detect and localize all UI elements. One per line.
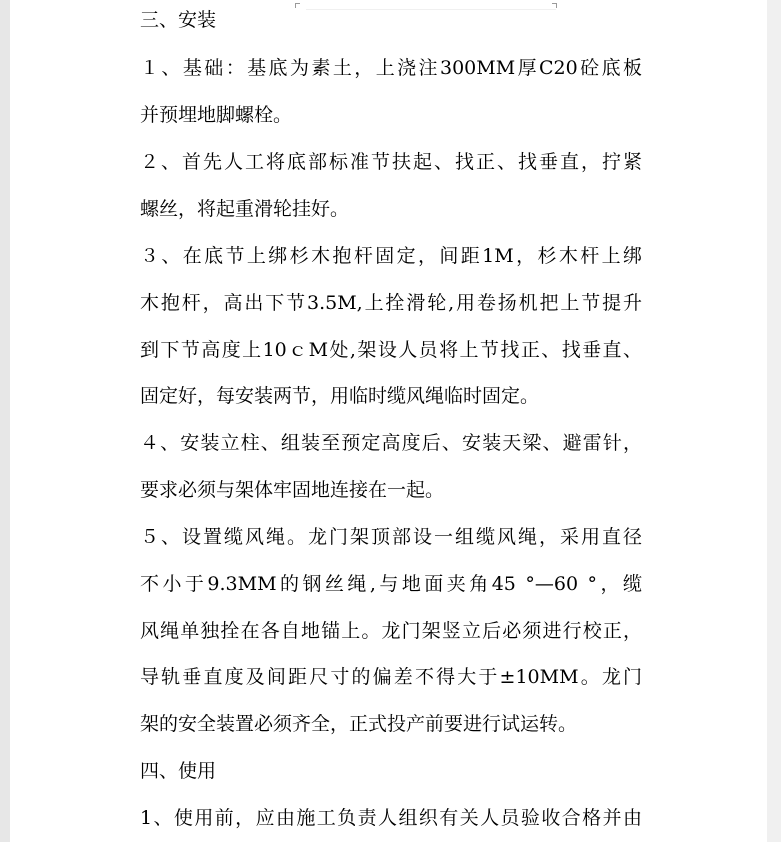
margin-corner-right	[552, 3, 557, 8]
paragraph-line: 导轨垂直度及间距尺寸的偏差不得大于±10MM。龙门	[140, 666, 642, 688]
vertical-scrollbar[interactable]	[767, 0, 781, 842]
paragraph-line: 1、使用前，应由施工负责人组织有关人员验收合格并由	[140, 807, 642, 829]
paragraph-line: 不小于9.3MM的钢丝绳,与地面夹角45 °—60 °，缆	[140, 573, 642, 595]
margin-corner-left	[295, 3, 300, 8]
paragraph-line: 到下节高度上10ｃM处,架设人员将上节找正、找垂直、	[140, 339, 642, 361]
heading-usage: 四、使用	[140, 760, 217, 782]
heading-install: 三、安装	[140, 9, 217, 31]
paragraph-line: ３、在底节上绑杉木抱杆固定，间距1M，杉木杆上绑	[140, 245, 642, 267]
document-page	[10, 0, 767, 842]
header-boundary	[306, 9, 556, 10]
paragraph-line: １、基础：基底为素土，上浇注300MM厚C20砼底板	[140, 57, 642, 79]
paragraph-line: 螺丝，将起重滑轮挂好。	[140, 198, 350, 220]
paragraph-line: ４、安装立柱、组装至预定高度后、安装天梁、避雷针，	[140, 432, 642, 454]
paragraph-line: ５、设置缆风绳。龙门架顶部设一组缆风绳，采用直径	[140, 526, 642, 548]
paragraph-line: 要求必须与架体牢固地连接在一起。	[140, 479, 445, 501]
paragraph-line: ２、首先人工将底部标准节扶起、找正、找垂直，拧紧	[140, 151, 642, 173]
paragraph-line: 木抱杆，高出下节3.5M,上拴滑轮,用卷扬机把上节提升	[140, 292, 642, 314]
paragraph-line: 固定好，每安装两节，用临时缆风绳临时固定。	[140, 385, 540, 407]
paragraph-line: 并预埋地脚螺栓。	[140, 104, 293, 126]
paragraph-line: 架的安全装置必须齐全，正式投产前要进行试运转。	[140, 713, 578, 735]
paragraph-line: 风绳单独拴在各自地锚上。龙门架竖立后必须进行校正，	[140, 620, 642, 642]
